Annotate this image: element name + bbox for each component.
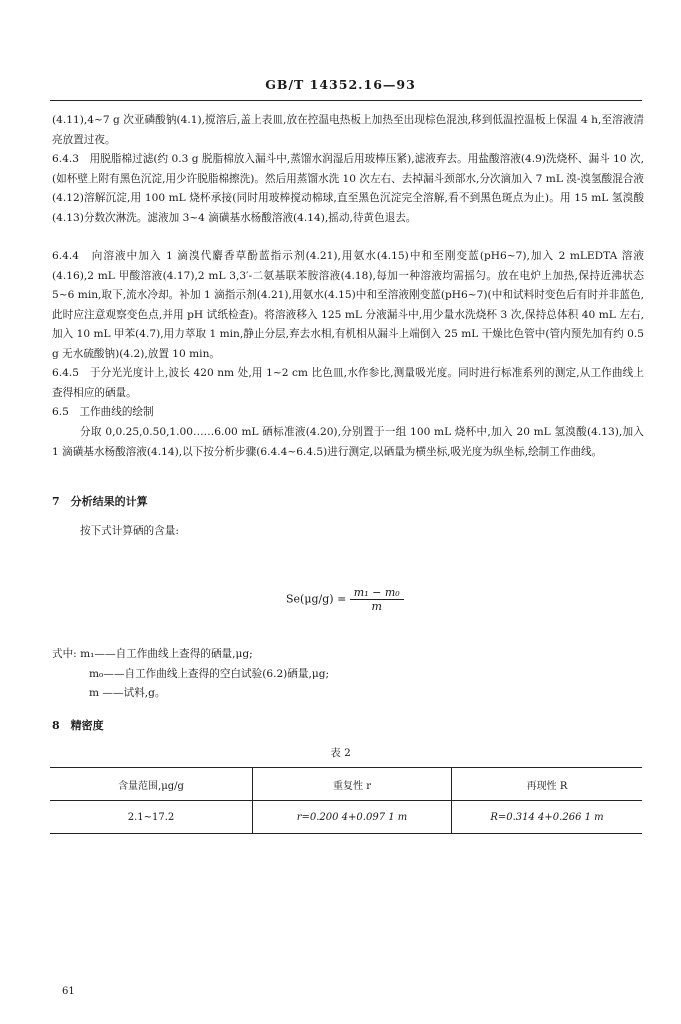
table-row (50, 801, 642, 834)
formula (286, 586, 404, 613)
paragraph-text: 6.4.3 用脱脂棉过滤(约 0.3 g 脱脂棉放入漏斗中,蒸馏水润湿后用玻棒压紧),滤液弃去。用盐酸溶液(4.9)洗烧杯、漏斗 10 次,(如杯壁上附有黑色沉淀,用少许脱脂棉擦洗)。然后用蒸馏水洗 10 次左右、去掉漏斗颈部水,分次滴加入 7 mL 溴-溴氢酸混合液(4.12)溶解沉淀,用 100 mL 烧杯承接(同时用玻棒搅动棉球,直至黑色沉淀完全溶解,看不到黑色斑点为止)。用 15 mL 氢溴酸(4.13)分数次淋洗。滤液加 3~4 滴磺基水杨酸溶液(4.14),摇动,待黄色退去。 (52, 153, 644, 224)
formula-denominator: m (371, 600, 382, 613)
paragraph-text: 按下式计算硒的含量: (80, 525, 179, 537)
section-heading-7: 7 分析结果的计算 (52, 495, 148, 508)
where-line: m₀——自工作曲线上查得的空白试验(6.2)硒量,μg; (89, 667, 330, 680)
section-heading-6-5 (52, 403, 644, 423)
paragraph-text: 6.4.4 向溶液中加入 1 滴溴代麝香草酚蓝指示剂(4.21),用氨水(4.15)中和至刚变蓝(pH6~7),加入 2 mLEDTA 溶液(4.16),2 mL 甲酸溶液(4.17),2 mL 3,3′-二氨基联苯胺溶液(4.18),每加一种溶液均需摇匀。放在电炉上加热,保持近沸状态 5~6 min,取下,流水冷却。补加 1 滴指示剂(4.21),用氨水(4.15)中和至溶液刚变蓝(pH6~7)(中和试料时变色后有时并非蓝色,此时应注意观察变色点,并用 pH 试纸检查)。将溶液移入 125 mL 分液漏斗中,用少量水洗烧杯 3 次,保持总体积 40 mL 左右,加入 10 mL 甲苯(4.7),用力萃取 1 min,静止分层,弃去水相,有机相从漏斗上端倒入 25 mL 干燥比色管中(管内预先加有约 0.5 g 无水硫酸钠)(4.2),放置 10 min。 (52, 250, 644, 360)
formula-lhs: Se(μg/g) = (286, 592, 347, 606)
table-caption: 表 2 (330, 747, 351, 759)
where-line: 式中: m₁——自工作曲线上查得的硒量,μg; (52, 648, 253, 660)
paragraph-6-5 (52, 423, 644, 462)
precision-table (50, 767, 642, 834)
paragraph-6-4-3 (52, 150, 644, 228)
paragraph-6-4-5 (52, 364, 644, 403)
paragraph-text: (4.11),4~7 g 次亚磷酸钠(4.1),搅溶后,盖上表皿,放在控温电热板上加热至出现棕色混浊,移到低温控温板上保温 4 h,至溶液清亮放置过夜。 (52, 114, 644, 146)
table-cell: R=0.314 4+0.266 1 m (452, 801, 643, 834)
table-header-cell: 再现性 R (452, 768, 643, 801)
paragraph-text: 6.4.5 于分光光度计上,波长 420 nm 处,用 1~2 cm 比色皿,水作参比,测量吸光度。同时进行标准系列的测定,从工作曲线上查得相应的硒量。 (52, 367, 644, 399)
table-header-cell: 重复性 r (253, 768, 452, 801)
table-cell: 2.1~17.2 (50, 801, 253, 834)
header-rule (50, 100, 642, 101)
table-header-row (50, 768, 642, 801)
formula-fraction (350, 586, 404, 613)
paragraph-continuation (52, 111, 644, 150)
heading-text: 6.5 工作曲线的绘制 (52, 406, 154, 418)
section-heading-8: 8 精密度 (52, 719, 104, 732)
paragraph-7 (52, 522, 644, 542)
where-line: m ——试料,g。 (89, 687, 166, 700)
formula-numerator: m₁ − m₀ (350, 586, 404, 600)
where-clause (52, 645, 612, 704)
paragraph-text: 分取 0,0.25,0.50,1.00……6.00 mL 硒标准液(4.20),分别置于一组 100 mL 烧杯中,加入 20 mL 氢溴酸(4.13),加入 1 滴磺基水杨酸溶液(4.14),以下按分析步骤(6.4.4~6.4.5)进行测定,以硒量为横坐标,吸光度为纵坐标,绘制工作曲线。 (52, 426, 644, 458)
table-header-cell: 含量范围,μg/g (50, 768, 253, 801)
page-header: GB/T 14352.16—93 (265, 77, 416, 92)
page-number: 61 (62, 986, 75, 997)
table-cell: r=0.200 4+0.097 1 m (253, 801, 452, 834)
paragraph-6-4-4 (52, 247, 644, 365)
